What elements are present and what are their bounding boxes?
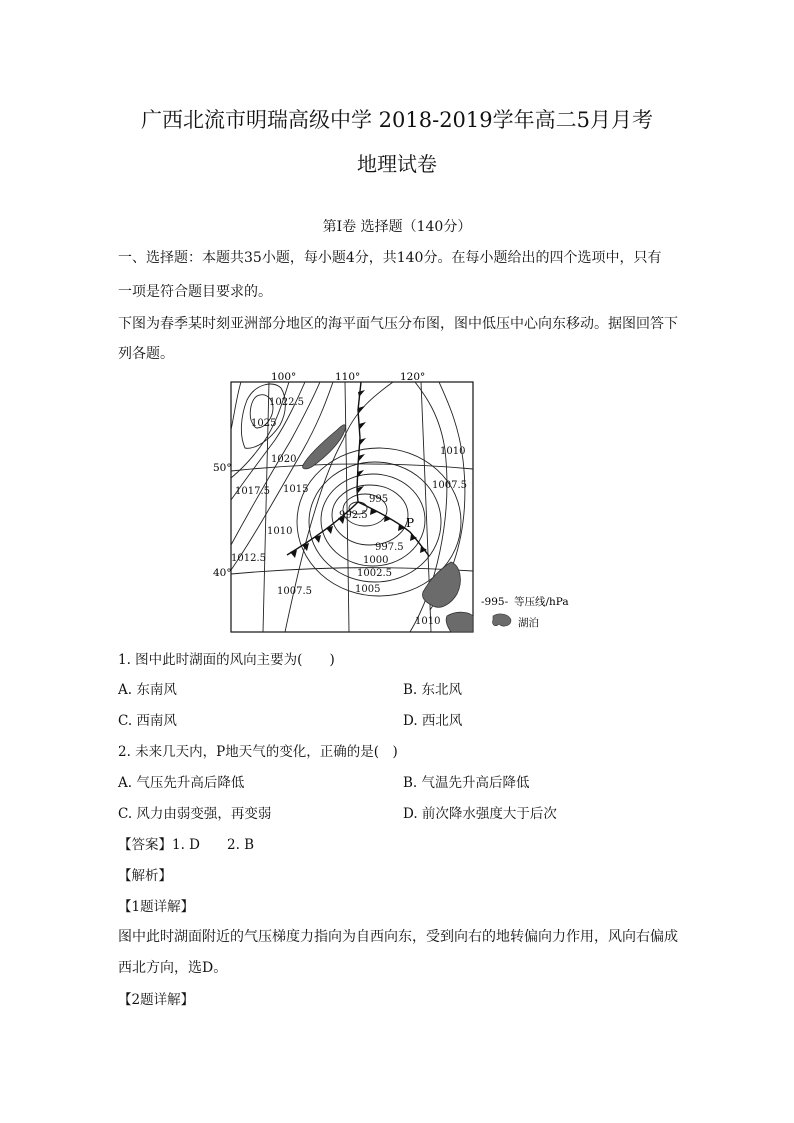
q2-option-d: D. 前次降水强度大于后次 [403, 806, 557, 822]
lake-corner [446, 612, 473, 632]
question-2-stem: 2. 未来几天内，P地天气的变化，正确的是( ) [118, 744, 398, 760]
stem-line-1: 下图为春季某时刻亚洲部分地区的海平面气压分布图，图中低压中心向东移动。据图回答下 [118, 316, 678, 332]
q1-option-d: D. 西北风 [403, 713, 463, 729]
isobar-label: 992.5 [339, 510, 368, 521]
lon-110-label: 110° [335, 371, 361, 383]
isobar-label: 1022.5 [269, 397, 304, 408]
isobar-label: 1000 [363, 555, 389, 566]
lon-100-label: 100° [271, 371, 297, 383]
isobar-label: 1025 [251, 418, 277, 429]
isobar-label: 1010 [267, 526, 293, 537]
legend-lake-text: 湖泊 [518, 617, 539, 629]
section-heading: 第Ⅰ卷 选择题（140分） [322, 219, 472, 235]
pressure-map [213, 370, 595, 636]
isobar-label: 1005 [355, 584, 381, 595]
lon-120-label: 120° [400, 371, 426, 383]
isobar-label: 995 [369, 494, 389, 505]
isobar-label: 997.5 [375, 542, 404, 553]
isobar-label: 1020 [271, 454, 297, 465]
lat-40-label: 40° [213, 567, 232, 579]
analysis-title: 【解析】 [118, 868, 172, 884]
document-subtitle: 地理试卷 [357, 152, 437, 176]
isobar-label: 1012.5 [231, 553, 266, 564]
point-p-label: P [406, 516, 415, 530]
lat-50-label: 50° [213, 462, 232, 474]
q2-option-c: C. 风力由弱变强，再变弱 [118, 806, 272, 822]
q2-option-b: B. 气温先升高后降低 [403, 775, 530, 791]
legend-lake-icon [492, 614, 511, 626]
q1-detail-title: 【1题详解】 [118, 899, 195, 915]
isobar-label: 1007.5 [432, 480, 467, 491]
question-1-stem: 1. 图中此时湖面的风向主要为( ) [118, 652, 335, 668]
answer-line: 【答案】1. D 2. B [118, 837, 255, 853]
isobar-label: 1010 [440, 446, 466, 457]
instructions-line-1: 一、选择题：本题共35小题，每小题4分，共140分。在每小题给出的四个选项中，只有 [118, 250, 662, 266]
legend-isobar-sample: -995- [481, 596, 509, 608]
q1-option-b: B. 东北风 [403, 682, 463, 698]
q1-option-a: A. 东南风 [118, 682, 177, 698]
q2-option-a: A. 气压先升高后降低 [118, 775, 245, 791]
isobar-label: 1017.5 [235, 486, 270, 497]
q1-detail-line-1: 图中此时湖面附近的气压梯度力指向为自西向东，受到向右的地转偏向力作用，风向右偏成 [118, 929, 678, 945]
instructions-line-2: 一项是符合题目要求的。 [118, 284, 272, 300]
legend-isobar-text: 等压线/hPa [514, 596, 569, 608]
isobar-label: 1015 [283, 484, 309, 495]
isobar-label: 1007.5 [277, 586, 312, 597]
q2-detail-title: 【2题详解】 [118, 992, 195, 1008]
isobar-label: 1010 [415, 616, 441, 627]
q1-detail-line-2: 西北方向，选D。 [118, 960, 228, 976]
isobar-label: 1002.5 [357, 568, 392, 579]
q1-option-c: C. 西南风 [118, 713, 177, 729]
stem-line-2: 列各题。 [118, 346, 174, 362]
document-title: 广西北流市明瑞高级中学 2018-2019学年高二5月月考 [140, 108, 654, 132]
